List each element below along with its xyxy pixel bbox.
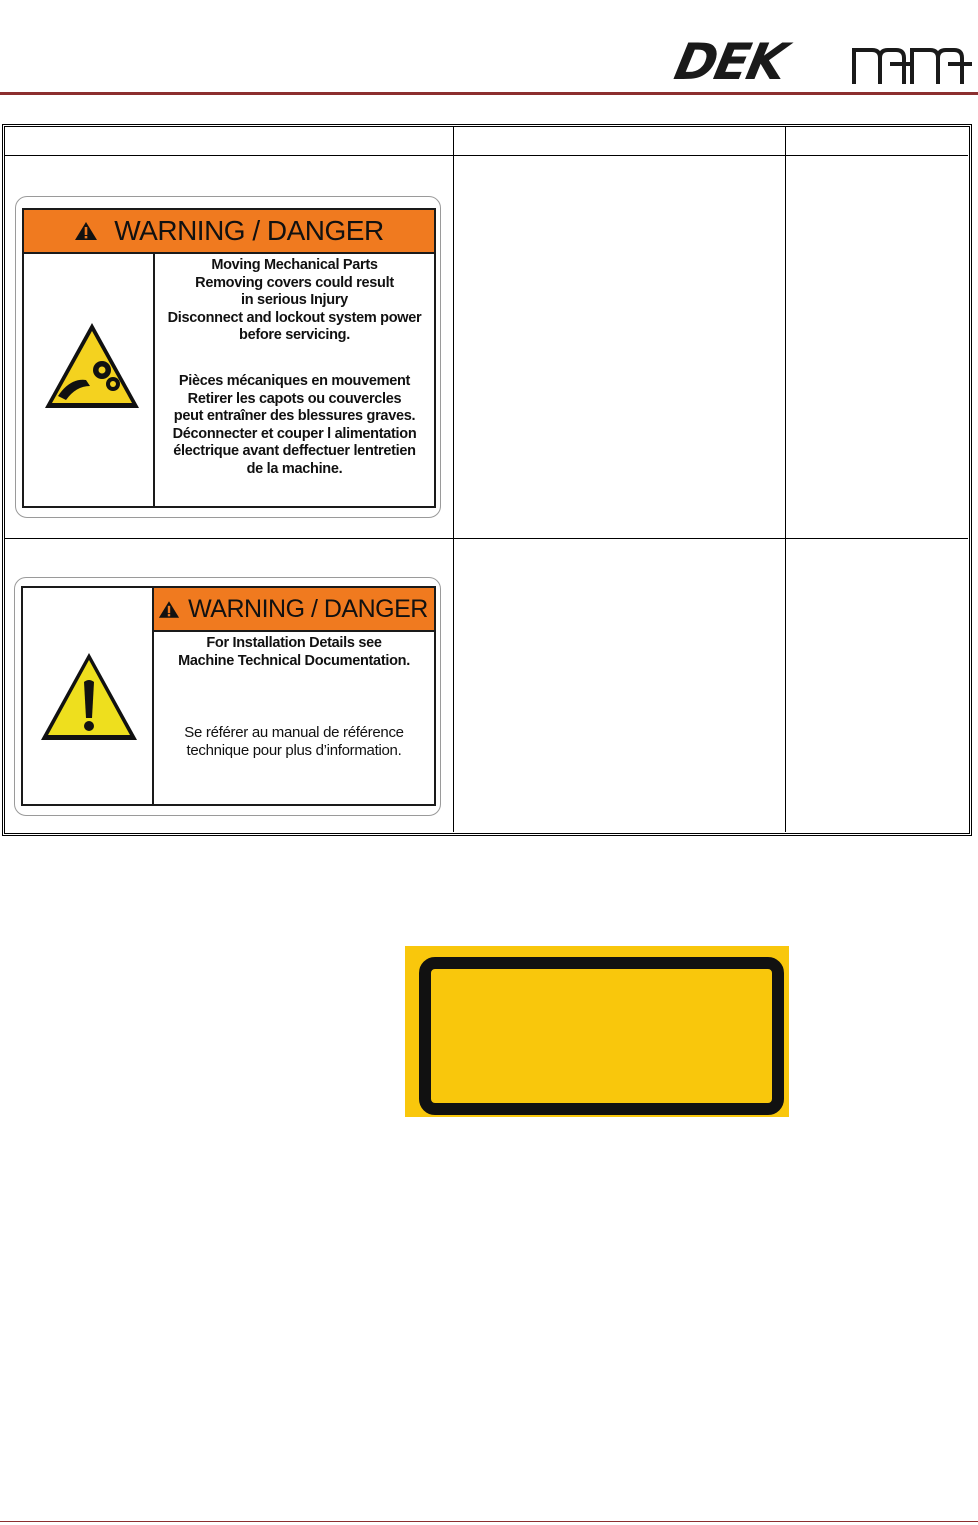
text-line: in serious Injury: [241, 292, 348, 308]
text-line: peut entraîner des blessures graves.: [173, 408, 416, 424]
warning-heading: WARNING / DANGER: [188, 594, 428, 623]
label-text-english: [155, 257, 434, 345]
warning-label-border: [22, 208, 436, 508]
warning-label-border: [21, 586, 436, 806]
text-line: Disconnect and lockout system power: [167, 309, 422, 326]
dek-logo: DEK: [669, 33, 791, 91]
warning-label-installation: [14, 577, 441, 816]
label-divider: [152, 588, 154, 804]
text-line: électrique avant deffectuer lentretien: [173, 443, 416, 459]
text-line: For Installation Details see: [206, 635, 382, 651]
text-line: technique pour plus d’information.: [186, 741, 402, 759]
header-rule: [0, 92, 978, 95]
warning-header-bar: [152, 588, 434, 632]
blank-yellow-sign: [405, 946, 789, 1117]
table-header-row-divider: [4, 155, 968, 156]
dek-arches-logo-icon: [850, 40, 976, 86]
hand-crush-gears-icon: [42, 320, 142, 412]
text-line: de la machine.: [246, 460, 343, 477]
blank-yellow-sign-border: [419, 957, 784, 1115]
label-text-french: [155, 373, 434, 478]
text-line: Machine Technical Documentation.: [178, 652, 410, 669]
warning-heading: WARNING / DANGER: [114, 215, 384, 246]
text-line: Removing covers could result: [195, 274, 394, 291]
label-text-french: [154, 724, 434, 759]
warning-triangle-icon: [158, 600, 180, 619]
table-column-divider: [453, 126, 454, 832]
warning-header-bar: [24, 210, 434, 254]
warning-triangle-icon: [74, 221, 98, 241]
table-column-divider: [785, 126, 786, 832]
warning-label-moving-parts: [15, 196, 441, 518]
text-line: Déconnecter et couper l alimentation: [172, 425, 417, 442]
text-line: Moving Mechanical Parts: [211, 257, 378, 273]
label-text-english: [154, 635, 434, 670]
text-line: Se référer au manual de référence: [184, 724, 404, 741]
table-row-divider: [4, 538, 968, 539]
text-line: Retirer les capots ou couvercles: [187, 390, 402, 407]
exclamation-triangle-icon: [37, 650, 141, 744]
footer-rule: [0, 1521, 978, 1522]
text-line: Pièces mécaniques en mouvement: [178, 373, 411, 389]
text-line: before servicing.: [239, 327, 350, 343]
